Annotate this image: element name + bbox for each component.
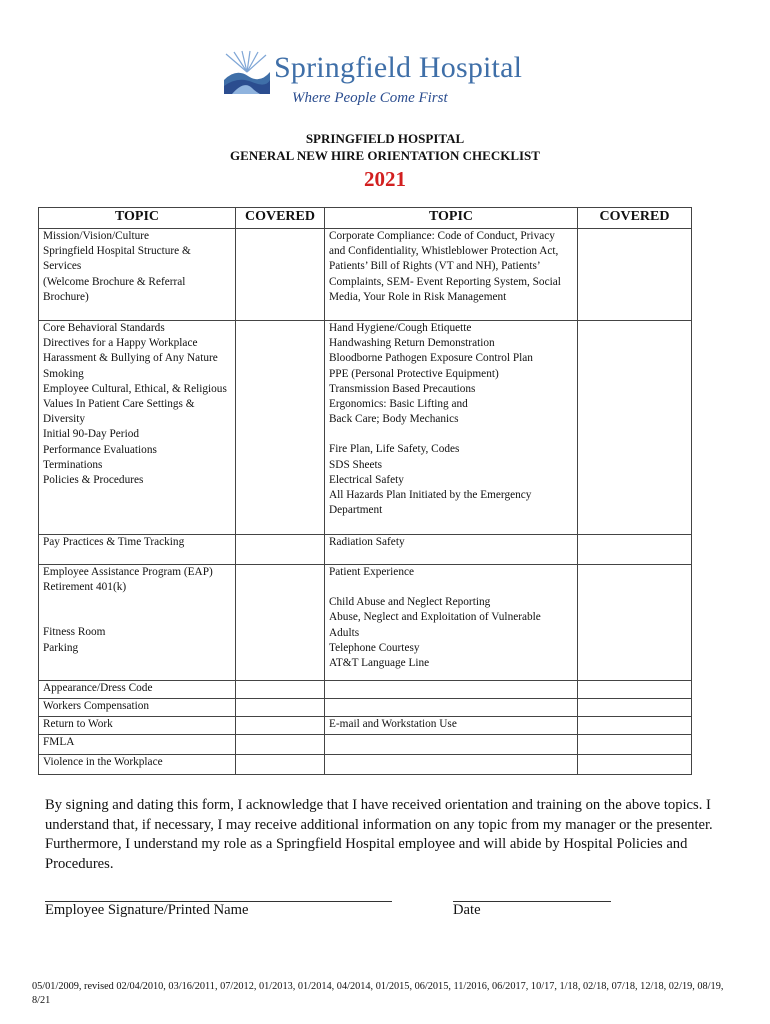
covered-checkbox-cell-left[interactable]	[236, 755, 325, 775]
topic-item: FMLA	[43, 736, 75, 748]
left-topic-cell	[39, 735, 236, 755]
table-row	[39, 565, 692, 681]
topic-item: Smoking	[43, 367, 84, 380]
topic-item: Initial 90-Day Period	[43, 428, 140, 441]
topic-item: Transmission Based Precautions	[329, 382, 476, 395]
hospital-heading: SPRINGFIELD HOSPITAL	[305, 131, 465, 146]
topic-item: E-mail and Workstation Use	[329, 718, 457, 730]
left-topic-cell	[39, 565, 236, 681]
topic-item: Employee Assistance Program (EAP)	[43, 566, 213, 578]
table-row	[39, 699, 692, 717]
left-topic-cell	[39, 717, 236, 735]
covered-checkbox-cell-right[interactable]	[578, 717, 692, 735]
right-topic-cell	[325, 699, 578, 717]
topic-item: All Hazards Plan Initiated by the Emergency Department	[329, 489, 532, 517]
topic-item: Springfield Hospital Structure & Services	[43, 245, 191, 273]
topic-item: Child Abuse and Neglect Reporting	[329, 596, 491, 609]
right-topic-cell	[325, 755, 578, 775]
topic-item: SDS Sheets	[329, 458, 383, 471]
hospital-logo	[222, 48, 542, 110]
topic-item: (Welcome Brochure & Referral Brochure)	[43, 275, 186, 303]
topic-item: Fitness Room	[43, 626, 106, 639]
covered-header-left: COVERED	[236, 208, 325, 229]
table-row	[39, 229, 692, 321]
checklist-year: 2021	[364, 167, 406, 191]
table-row	[39, 717, 692, 735]
employee-signature-label: Employee Signature/Printed Name	[45, 902, 249, 918]
covered-checkbox-cell-left[interactable]	[236, 535, 325, 565]
topic-item: Corporate Compliance: Code of Conduct, Privacy and Confidentiality, Whistleblower Protection Act, Patients’ Bill of Rights (VT and NH), Patients’ Complaints, SEM- Event Reporting System, Social Media, Your Role in Risk Management	[329, 230, 561, 303]
blank-line	[329, 427, 573, 442]
covered-checkbox-cell-left[interactable]	[236, 735, 325, 755]
covered-checkbox-cell-right[interactable]	[578, 535, 692, 565]
topic-item: Retirement 401(k)	[43, 581, 127, 594]
orientation-checklist-table	[38, 207, 692, 775]
right-topic-cell	[325, 229, 578, 321]
table-row	[39, 321, 692, 535]
covered-checkbox-cell-left[interactable]	[236, 681, 325, 699]
topic-item: Policies & Procedures	[43, 474, 144, 487]
topic-item: Appearance/Dress Code	[43, 682, 153, 694]
left-topic-cell	[39, 755, 236, 775]
covered-checkbox-cell-right[interactable]	[578, 565, 692, 681]
covered-checkbox-cell-right[interactable]	[578, 321, 692, 535]
topic-item: Hand Hygiene/Cough Etiquette	[329, 322, 472, 334]
covered-checkbox-cell-left[interactable]	[236, 229, 325, 321]
topic-item: Workers Compensation	[43, 700, 150, 712]
topic-item: Parking	[43, 641, 79, 654]
topic-item: Directives for a Happy Workplace	[43, 337, 198, 350]
covered-checkbox-cell-right[interactable]	[578, 229, 692, 321]
revision-history: 05/01/2009, revised 02/04/2010, 03/16/2011, 07/2012, 01/2013, 01/2014, 04/2014, 01/2015, 06/2015, 11/2016, 06/2017, 10/17, 1/18, 02/18, 07/18, 12/18, 02/19, 08/19, 8/21	[32, 981, 724, 1006]
topic-item: Telephone Courtesy	[329, 641, 420, 654]
left-topic-cell	[39, 321, 236, 535]
topic-item: Back Care; Body Mechanics	[329, 413, 459, 426]
topic-item: Fire Plan, Life Safety, Codes	[329, 443, 460, 456]
topic-item: Violence in the Workplace	[43, 756, 163, 768]
topic-item: Bloodborne Pathogen Exposure Control Plan	[329, 352, 533, 365]
covered-checkbox-cell-left[interactable]	[236, 717, 325, 735]
date-label: Date	[453, 902, 481, 918]
right-topic-cell	[325, 735, 578, 755]
topic-item: Pay Practices & Time Tracking	[43, 536, 185, 548]
table-row	[39, 755, 692, 775]
blank-line	[43, 610, 231, 625]
covered-checkbox-cell-right[interactable]	[578, 681, 692, 699]
left-topic-cell	[39, 535, 236, 565]
topic-item: Harassment & Bullying of Any Nature	[43, 352, 218, 365]
hospital-tagline: Where People Come First	[292, 90, 448, 106]
covered-checkbox-cell-right[interactable]	[578, 699, 692, 717]
blank-line	[329, 580, 573, 595]
covered-checkbox-cell-left[interactable]	[236, 565, 325, 681]
topic-item: Electrical Safety	[329, 473, 404, 486]
right-topic-cell	[325, 565, 578, 681]
left-topic-cell	[39, 699, 236, 717]
covered-header-right: COVERED	[578, 208, 692, 229]
topic-item: Patient Experience	[329, 566, 415, 578]
table-row	[39, 681, 692, 699]
table-row	[39, 735, 692, 755]
covered-checkbox-cell-right[interactable]	[578, 735, 692, 755]
right-topic-cell	[325, 535, 578, 565]
topic-item: PPE (Personal Protective Equipment)	[329, 367, 499, 380]
blank-line	[43, 595, 231, 610]
table-header-row	[39, 208, 692, 229]
topic-item: Core Behavioral Standards	[43, 322, 165, 334]
topic-item: Radiation Safety	[329, 536, 405, 548]
topic-item: Abuse, Neglect and Exploitation of Vulnerable Adults	[329, 611, 541, 639]
topic-item: Ergonomics: Basic Lifting and	[329, 398, 468, 411]
topic-header-right: TOPIC	[325, 208, 578, 229]
covered-checkbox-cell-left[interactable]	[236, 699, 325, 717]
table-row	[39, 535, 692, 565]
topic-item: Mission/Vision/Culture	[43, 230, 150, 242]
topic-item: Return to Work	[43, 718, 113, 730]
left-topic-cell	[39, 229, 236, 321]
topic-header-left: TOPIC	[39, 208, 236, 229]
right-topic-cell	[325, 717, 578, 735]
checklist-title: GENERAL NEW HIRE ORIENTATION CHECKLIST	[230, 148, 540, 163]
left-topic-cell	[39, 681, 236, 699]
topic-item: Employee Cultural, Ethical, & Religious Values In Patient Care Settings & Diversity	[43, 382, 227, 426]
covered-checkbox-cell-right[interactable]	[578, 755, 692, 775]
topic-item: Terminations	[43, 458, 103, 471]
right-topic-cell	[325, 681, 578, 699]
topic-item: AT&T Language Line	[329, 657, 430, 670]
topic-item: Performance Evaluations	[43, 443, 157, 456]
topic-item: Handwashing Return Demonstration	[329, 337, 495, 350]
right-topic-cell	[325, 321, 578, 535]
hospital-name: Springfield Hospital	[274, 51, 523, 84]
covered-checkbox-cell-left[interactable]	[236, 321, 325, 535]
acknowledgement-text: By signing and dating this form, I acknowledge that I have received orientation and training on the above topics. I understand that, if necessary, I may receive additional information on any topic from my manager or the presenter. Furthermore, I understand my role as a Springfield Hospital employee and will abide by Hospital Policies and Procedures.	[45, 797, 713, 872]
sunrise-logo-icon	[222, 50, 272, 96]
